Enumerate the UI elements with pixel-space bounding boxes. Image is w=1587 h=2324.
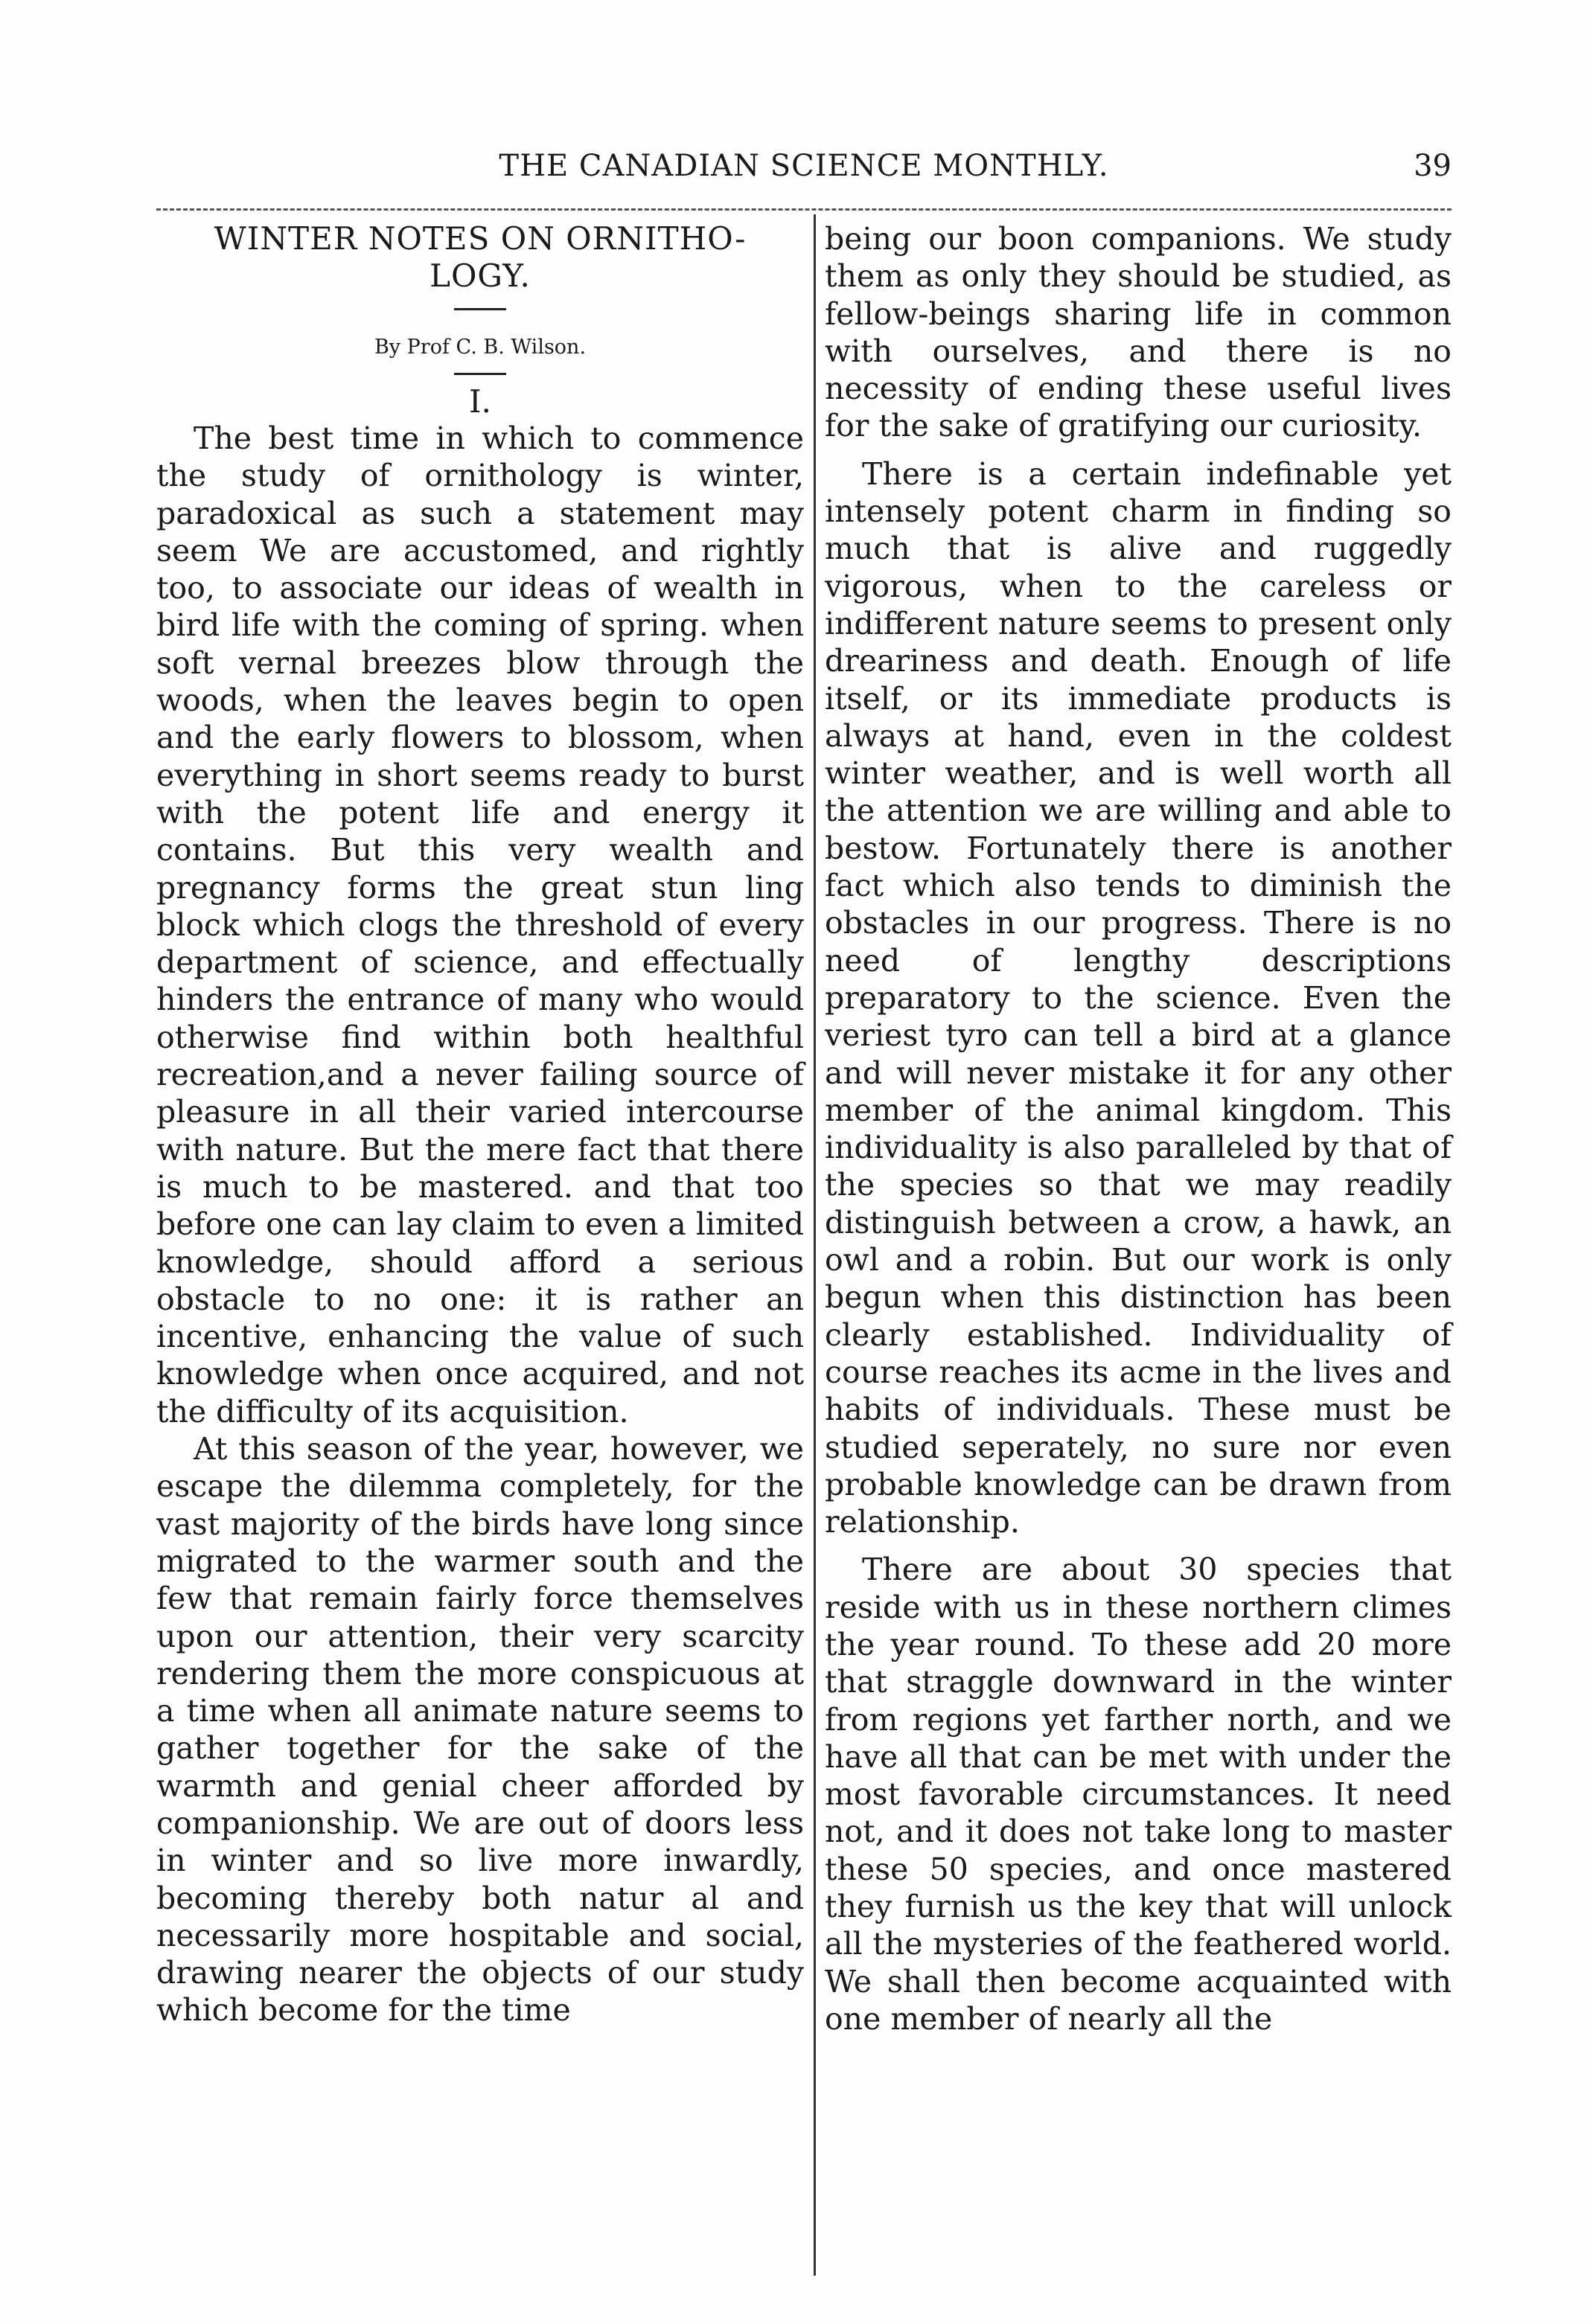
article-title-line-2: LOGY. [430, 257, 531, 294]
article-title-line-1: WINTER NOTES ON ORNITHO- [214, 220, 747, 257]
paragraph: There is a certain indefinable yet intensely potent charm in finding so much that is alive and ruggedly vigorous, when to the careless or indifferent nature seems to present only dreariness and death. Enough of life itself, or its immediate products is always at hand, even in the coldest winter weather, and is well worth all the attention we are willing and able to bestow. Fortunately there is another fact which also tends to diminish the obstacles in our progress. There is no need of lengthy descriptions preparatory to the science. Even the veriest tyro can tell a bird at a glance and will never mistake it for any other member of the animal kingdom. This individuality is also paralleled by that of the species so that we may readily distinguish between a crow, a hawk, an owl and a robin. But our work is only begun when this distinction has been clearly established. Individuality of course reaches its acme in the lives and habits of individuals. These must be studied seperately, no sure nor even probable knowledge can be drawn from relationship. [825, 455, 1452, 1540]
paragraph: being our boon companions. We study them as only they should be studied, as fellow-beings sharing life in common with ourselves, and there is no necessity of ending these useful lives for the sake of gratifying our curiosity. [825, 221, 1452, 444]
header-rule [156, 208, 1452, 211]
paragraph: At this season of the year, however, we escape the dilemma completely, for the vast majority of the birds have long since migrated to the warmer south and the few that remain fairly force themselves upon our attention, their very scarcity rendering them the more conspicuous at a time when all animate nature seems to gather together for the sake of the warmth and genial cheer afforded by companionship. We are out of doors less in winter and so live more inwardly, becoming thereby both natur al and necessarily more hospitable and social, drawing nearer the objects of our study which become for the time [156, 1431, 804, 2029]
paragraph: There are about 30 species that reside with us in these northern climes the year round. To these add 20 more that straggle downward in the winter from regions yet farther north, and we have all that can be met with under the most favorable circumstances. It need not, and it does not take long to master these 50 species, and once mastered they furnish us the key that will unlock all the mysteries of the feathered world. We shall then become acquainted with one member of nearly all the [825, 1552, 1452, 2037]
left-column [156, 220, 804, 2029]
running-head [156, 143, 1452, 195]
page-number: 39 [1414, 149, 1452, 183]
byline: By Prof C. B. Wilson. [374, 336, 587, 359]
right-column [825, 220, 1452, 2037]
section-numeral: I. [469, 383, 491, 420]
byline-rule [454, 373, 506, 375]
journal-title: THE CANADIAN SCIENCE MONTHLY. [499, 149, 1109, 183]
column-divider [814, 214, 816, 2276]
title-rule [454, 308, 506, 310]
paragraph: The best time in which to commence the study of ornithology is winter, paradoxical as such a statement may seem We are accustomed, and rightly too, to associate our ideas of wealth in bird life with the coming of spring. when soft vernal breezes blow through the woods, when the leaves begin to open and the early flowers to blossom, when everything in short seems ready to burst with the potent life and energy it contains. But this very wealth and pregnancy forms the great stun ling block which clogs the threshold of every department of science, and effectually hinders the entrance of many who would otherwise find within both healthful recreation,and a never failing source of pleasure in all their varied intercourse with nature. But the mere fact that there is much to be mastered. and that too before one can lay claim to even a limited knowledge, should afford a serious obstacle to no one: it is rather an incentive, enhancing the value of such knowledge when once acquired, and not the difficulty of its acquisition. [156, 420, 804, 1430]
article-title [156, 220, 804, 295]
